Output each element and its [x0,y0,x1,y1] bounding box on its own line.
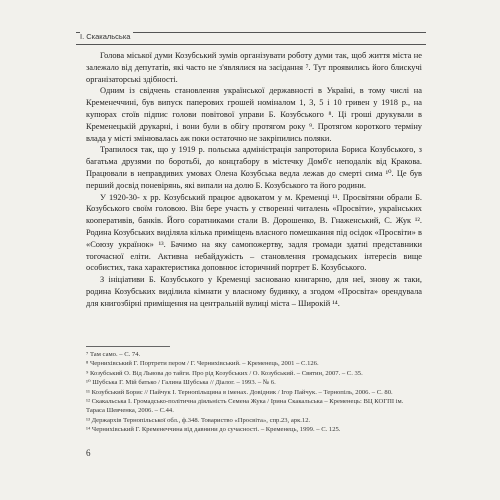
paragraph: Одним із свідчень становлення української державності в Україні, в тому числі на Кременеччині, був випуск паперових грошей номіналом 1, 3, 5 і 10 гривен у 1918 р., на купюрах стоїв підпис голови повітової управи Б. Козубського ⁸. Ці гроші друкували в Кременецькій друкарні, і вони були в обігу протягом року ⁹. Протягом короткого терміну влада у місті змінювалась аж поки остаточно не закріпились поляки. [86,86,422,143]
footnote: ¹³ Держархів Тернопільської обл., ф.348. Товариство «Просвіта», спр.23, арк.12. [86,416,311,424]
main-text [86,50,422,310]
footnote: ¹¹ Козубський Борис // Пайчук І. Тернопільщина в іменах. Довідник / Ігор Пайчук. – Тернопіль, 2006. – С. 80. [86,388,393,396]
paragraph: Трапилося так, що у 1919 р. польська адміністрація запроторила Бориса Козубського, з багатьма друзями по боротьбі, до концтабору в містечку Домб'є неподалік від Кракова. Працювали в неправдивих умовах Олена Козубська ведла лежав до смерті сима ¹⁰. Це був перший досвід поневірянь, які випали на долю Б. Козубського та його родини. [86,145,422,190]
running-head: І. Скакальська [80,30,133,44]
paragraph: Голова міської думи Козубський зумів організувати роботу думи так, щоб життя міста не залежало від депутатів, які часто не з'являлися на засідання ⁷. Тут проявились його блискучі організаторські здібності. [86,51,422,84]
footnote: ¹⁰ Шубська Г. Мій батько / Галина Шубська // Діалог. – 1993. – № 6. [86,379,276,387]
page-number: 6 [86,448,91,458]
footnote: ⁷ Там само. – С. 74. [86,351,141,358]
footnote: ¹² Скакальська І. Громадсько-політична діяльність Семена Жука / Ірина Скакальська – Кременець: ВЦ КОГПІ ім. Тараса Шевченка, 2006. – С.44. [86,398,404,415]
footnote: ⁹ Козубський О. Від Львова до тайги. Про рід Козубських / О. Козубський. – Святин, 2007. – С. 35. [86,369,363,377]
footnote: ¹⁴ Чернихівський Г. Кременеччина від давнини до сучасності. – Кременець, 1999. – С. 125. [86,426,341,434]
paragraph: З ініціативи Б. Козубського у Кременці засновано книгарню, для неї, знову ж таки, родина Козубських виділила кімнати у власному будинку, а згодом «Просвіта» орендувала для книгозбірні приміщення на центральній вулиці міста – Широкій ¹⁴. [86,275,422,308]
footnotes [86,350,422,435]
footnote-rule [86,346,170,347]
paragraph: У 1920-30- х рр. Козубський працює адвокатом у м. Кременці ¹¹. Просвітяни обрали Б. Козубського своїм головою. Він бере участь у створенні читалень «Просвіти», українських кооперативів, банків. Його соратниками стали В. Дорошенко, В. Гнаженський, С. Жук ¹². Родина Козубських виділяла кілька приміщень власного помешкання під осідок «Просвіти» в «Союзу українок» ¹³. Бачимо на яку самопожертву, задля громади здатні представники тогочасної еліти. Активна небайдужість – становлення громадських інтересів вище особистих, така характеристика доповнює історичний портрет Б. Козубського. [86,192,422,273]
footnote: ⁸ Чернихівський Г. Портрети пером / Г. Чернихівський. – Кременець, 2001 – С.126. [86,360,319,368]
